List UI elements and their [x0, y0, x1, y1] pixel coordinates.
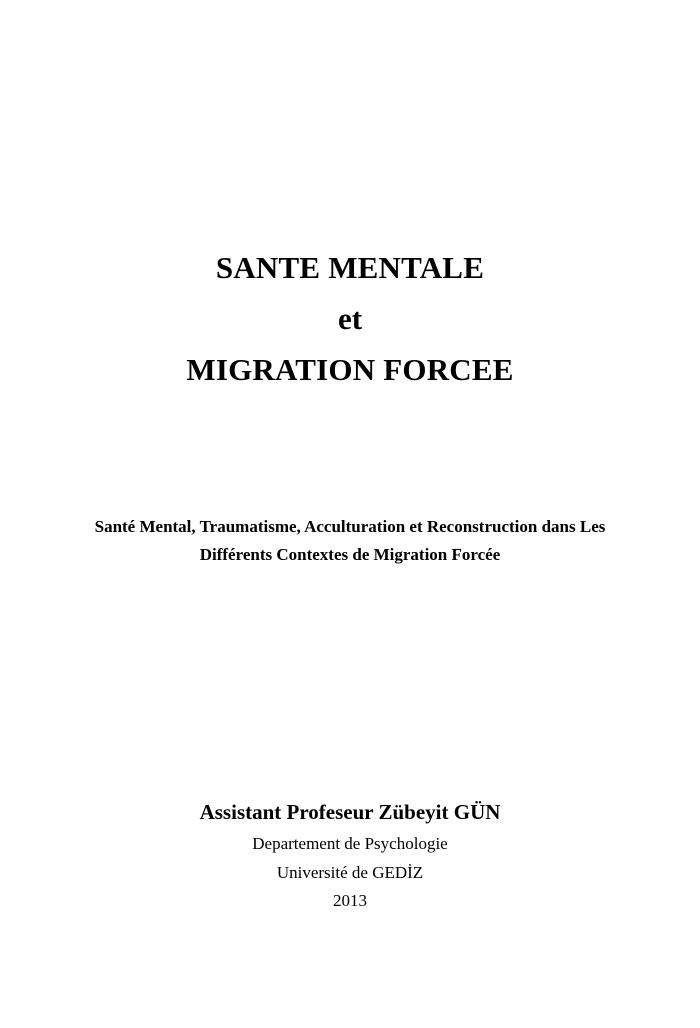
author-university: Université de GEDİZ [276, 863, 424, 882]
title-line-2: et [337, 301, 363, 336]
author-department: Departement de Psychologie [252, 834, 448, 853]
subtitle-line-1: Santé Mental, Traumatisme, Acculturation et Reconstruction dans Les [94, 517, 606, 536]
title-line-1: SANTE MENTALE [215, 250, 485, 285]
publication-year: 2013 [333, 891, 367, 910]
author-name: Assistant Profeseur Zübeyit GÜN [199, 800, 501, 824]
title-line-3: MIGRATION FORCEE [186, 352, 514, 387]
subtitle-line-2: Différents Contextes de Migration Forcée [199, 545, 501, 564]
